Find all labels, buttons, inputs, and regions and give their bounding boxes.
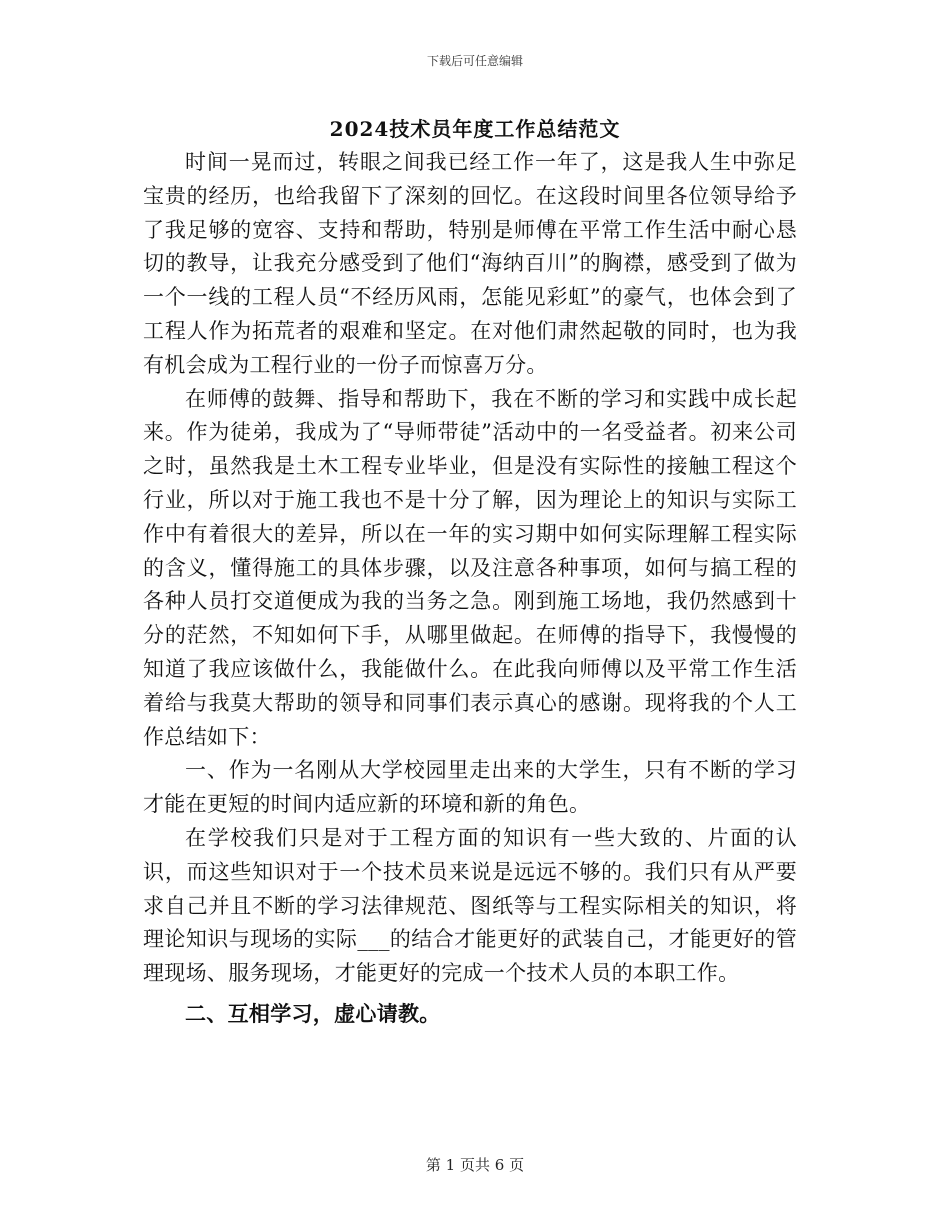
paragraph-section-one: 一、作为一名刚从大学校园里走出来的大学生，只有不断的学习才能在更短的时间内适应新的环境和新的角色。 <box>143 758 797 817</box>
header-note: 下载后可任意编辑 <box>426 54 523 68</box>
paragraph-school-knowledge: 在学校我们只是对于工程方面的知识有一些大致的、片面的认识，而这些知识对于一个技术员来说是远远不够的。我们只有从严要求自己并且不断的学习法律规范、图纸等与工程实际相关的知识，将理论知识与现场的实际___的结合才能更好的武装自己，才能更好的管理现场、服务现场，才能更好的完成一个技术人员的本职工作。 <box>143 825 797 986</box>
paragraph-intro: 时间一晃而过，转眼之间我已经工作一年了，这是我人生中弥足宝贵的经历，也给我留下了深刻的回忆。在这段时间里各位领导给予了我足够的宽容、支持和帮助，特别是师傅在平常工作生活中耐心恳切的教导，让我充分感受到了他们“海纳百川”的胸襟，感受到了做为一个一线的工程人员“不经历风雨，怎能见彩虹”的豪气，也体会到了工程人作为拓荒者的艰难和坚定。在对他们肃然起敬的同时，也为我有机会成为工程行业的一份子而惊喜万分。 <box>143 150 797 377</box>
section-heading-two: 二、互相学习，虚心请教。 <box>185 1000 441 1026</box>
document-body <box>143 146 797 1031</box>
paragraph-mentor: 在师傅的鼓舞、指导和帮助下，我在不断的学习和实践中成长起来。作为徒弟，我成为了“导师带徒”活动中的一名受益者。初来公司之时，虽然我是土木工程专业毕业，但是没有实际性的接触工程这个行业，所以对于施工我也不是十分了解，因为理论上的知识与实际工作中有着很大的差异，所以在一年的实习期中如何实际理解工程实际的含义，懂得施工的具体步骤，以及注意各种事项，如何与搞工程的各种人员打交道便成为我的当务之急。刚到施工场地，我仍然感到十分的茫然，不知如何下手，从哪里做起。在师傅的指导下，我慢慢的知道了我应该做什么，我能做什么。在此我向师傅以及平常工作生活着给与我莫大帮助的领导和同事们表示真心的感谢。现将我的个人工作总结如下： <box>143 386 797 749</box>
page-number-footer: 第 1 页共 6 页 <box>425 1156 525 1174</box>
document-title: 2024技术员年度工作总结范文 <box>329 117 621 141</box>
